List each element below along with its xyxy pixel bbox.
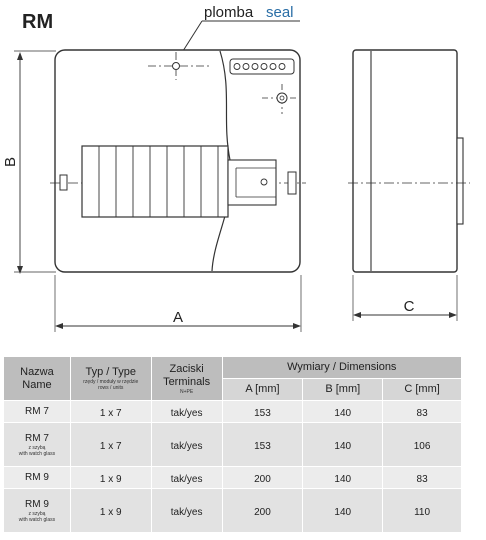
row-name: RM 9 [24, 498, 49, 510]
row-b: 140 [334, 440, 352, 452]
cell-b [303, 423, 383, 467]
header-c-label: C [mm] [404, 383, 440, 395]
header-type [70, 357, 151, 401]
row-type: 1 x 7 [99, 407, 122, 419]
dimensions-table [3, 356, 462, 533]
row-b: 140 [334, 473, 352, 485]
dim-a-arrow-left [55, 323, 63, 329]
cell-terminals [151, 489, 222, 533]
din-rail-hole [261, 179, 267, 185]
cell-b [303, 467, 383, 489]
cell-terminals [151, 467, 222, 489]
table-row [4, 467, 462, 489]
row-note-pl: z szybą [28, 510, 46, 517]
header-dimensions-label: Wymiary / Dimensions [287, 361, 397, 373]
header-type-sub-en: rows / units [98, 385, 124, 391]
row-b: 140 [334, 506, 352, 518]
row-name: RM 7 [24, 432, 49, 444]
cell-a [222, 401, 303, 423]
cell-c [383, 423, 462, 467]
header-a [222, 379, 303, 401]
dim-c-label: C [403, 298, 415, 315]
row-name: RM 9 [24, 471, 49, 483]
cell-name [4, 489, 71, 533]
row-b: 140 [334, 407, 352, 419]
table-header-row-1 [4, 357, 462, 379]
header-a-label: A [mm] [245, 383, 280, 395]
header-b [303, 379, 383, 401]
row-type: 1 x 7 [99, 440, 122, 452]
cell-type [70, 489, 151, 533]
modules-window [82, 146, 228, 217]
row-note-pl: z szybą [28, 444, 46, 451]
header-b-label: B [mm] [325, 383, 361, 395]
dim-b-arrow-top [17, 52, 23, 60]
knockout-left [60, 175, 67, 190]
table-row [4, 489, 462, 533]
row-c: 83 [416, 407, 428, 419]
dim-a-arrow-right [293, 323, 301, 329]
header-name-en: Name [22, 378, 52, 391]
cell-a [222, 467, 303, 489]
seal-screw [173, 63, 180, 70]
table-row [4, 423, 462, 467]
row-note-en: with watch glass [18, 450, 56, 457]
fixing-screw-inner [280, 96, 284, 100]
side-view-body [353, 50, 457, 272]
cell-c [383, 467, 462, 489]
row-terminals: tak/yes [170, 407, 203, 419]
header-name-pl: Nazwa [20, 365, 54, 378]
cell-c [383, 401, 462, 423]
header-terminals-en: Terminals [163, 375, 211, 388]
cell-b [303, 489, 383, 533]
cell-type [70, 467, 151, 489]
dim-b-label: B [2, 156, 19, 168]
seal-label-pl: plomba [204, 4, 254, 21]
seal-label-en: seal [266, 4, 294, 21]
side-view-protrusion [457, 138, 463, 224]
cell-name [4, 401, 71, 423]
row-terminals: tak/yes [170, 440, 203, 452]
cell-terminals [151, 423, 222, 467]
header-type-main: Typ / Type [85, 366, 137, 378]
row-c: 83 [416, 473, 428, 485]
row-type: 1 x 9 [99, 473, 122, 485]
cell-name [4, 467, 71, 489]
cell-b [303, 401, 383, 423]
row-name: RM 7 [24, 405, 49, 417]
row-c: 110 [414, 506, 431, 518]
row-a: 153 [254, 440, 271, 452]
row-terminals: tak/yes [170, 473, 203, 485]
cell-name [4, 423, 71, 467]
cell-type [70, 423, 151, 467]
row-a: 200 [254, 473, 271, 485]
row-a: 153 [254, 407, 271, 419]
header-type-sub-pl: rzędy / moduły w rzędzie [83, 379, 139, 385]
header-c [383, 379, 462, 401]
knockout-right [288, 172, 296, 194]
header-name [4, 357, 71, 401]
row-a: 200 [254, 506, 271, 518]
cell-type [70, 401, 151, 423]
dim-c-arrow-right [449, 312, 457, 318]
din-rail [228, 160, 276, 205]
row-c: 106 [413, 440, 431, 452]
cell-a [222, 489, 303, 533]
diagram-title: RM [22, 11, 54, 33]
table-row [4, 401, 462, 423]
header-terminals-sub: N+PE [180, 388, 194, 395]
row-terminals: tak/yes [170, 506, 203, 518]
row-type: 1 x 9 [99, 506, 122, 518]
cell-terminals [151, 401, 222, 423]
row-note-en: with watch glass [18, 516, 56, 523]
dim-a-label: A [172, 309, 184, 326]
header-terminals [151, 357, 222, 401]
cell-c [383, 489, 462, 533]
dim-c-arrow-left [353, 312, 361, 318]
dim-b-arrow-bottom [17, 266, 23, 274]
header-terminals-pl: Zaciski [169, 362, 204, 375]
cell-a [222, 423, 303, 467]
header-dimensions [222, 357, 461, 379]
